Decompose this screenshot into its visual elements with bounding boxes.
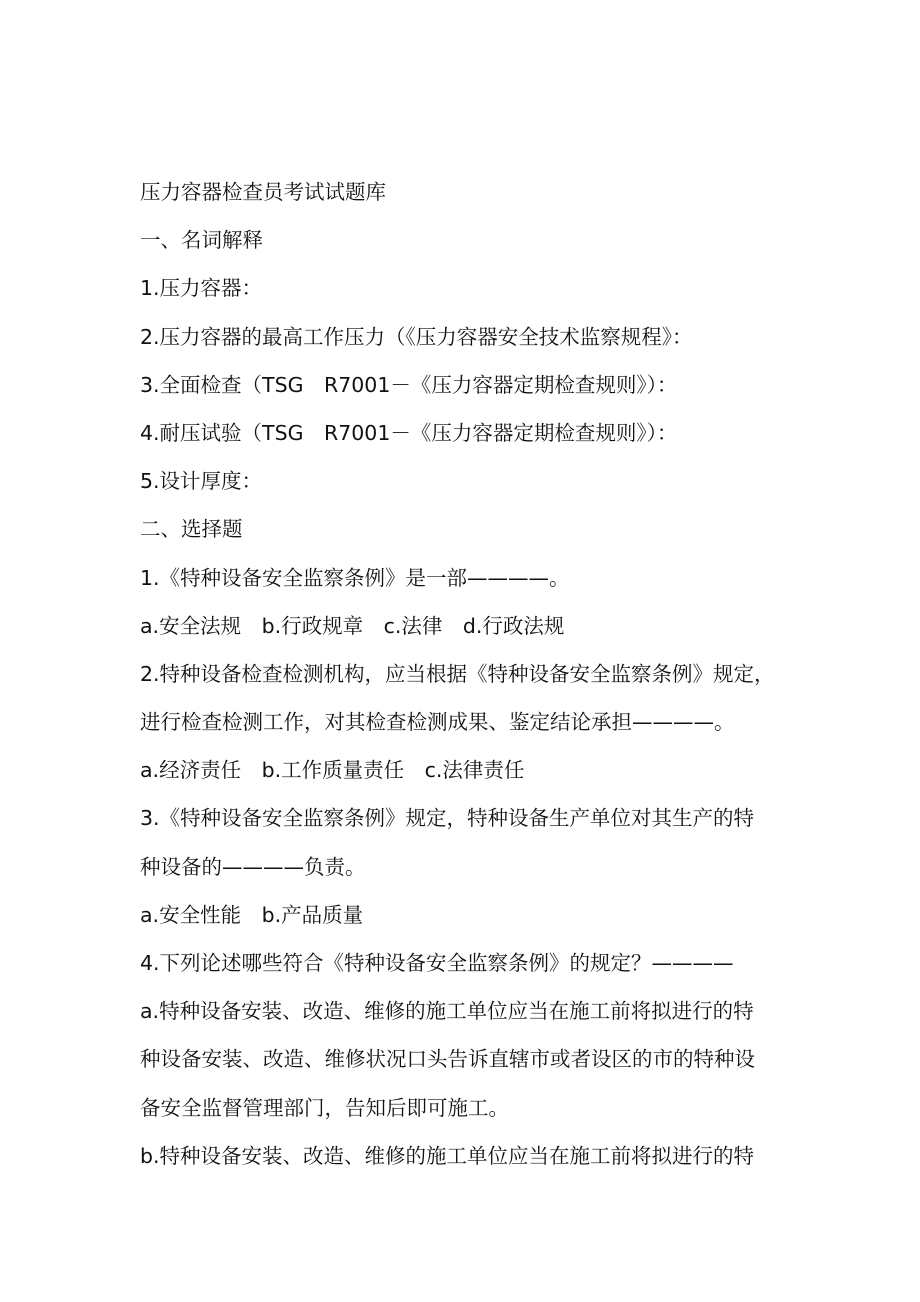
- question-3-options: a.安全性能 b.产品质量: [140, 902, 364, 927]
- document-body: [140, 168, 790, 1180]
- question-4: 4.下列论述哪些符合《特种设备安全监察条例》的规定？————: [140, 951, 734, 975]
- question-2-line-1: 2.特种设备检查检测机构，应当根据《特种设备安全监察条例》规定，: [140, 661, 775, 686]
- question-4-option-a-line-1: a.特种设备安装、改造、维修的施工单位应当在施工前将拟进行的特: [140, 999, 754, 1024]
- question-3-line-2: 种设备的————负责。: [140, 854, 366, 879]
- question-4-option-a-line-2: 种设备安装、改造、维修状况口头告诉直辖市或者设区的市的特种设: [140, 1047, 755, 1072]
- document-title: 压力容器检查员考试试题库: [140, 180, 386, 204]
- question-1: 1.《特种设备安全监察条例》是一部————。: [140, 565, 570, 590]
- section-heading-definitions: 一、名词解释: [140, 228, 263, 253]
- definition-item: 2.压力容器的最高工作压力（《压力容器安全技术监察规程》：: [140, 324, 693, 349]
- section-heading-multiple-choice: 二、选择题: [140, 517, 243, 542]
- question-2-line-2: 进行检查检测工作，对其检查检测成果、鉴定结论承担————。: [140, 710, 735, 735]
- definition-item: 4.耐压试验（TSG R7001－《压力容器定期检查规则》）：: [140, 420, 678, 445]
- question-4-option-b-line-1: b.特种设备安装、改造、维修的施工单位应当在施工前将拟进行的特: [140, 1143, 755, 1168]
- question-4-option-a-line-3: 备安全监督管理部门，告知后即可施工。: [140, 1095, 509, 1120]
- definition-item: 3.全面检查（TSG R7001－《压力容器定期检查规则》）：: [140, 372, 678, 397]
- definition-item: 5.设计厚度：: [140, 469, 263, 494]
- question-1-options: a.安全法规 b.行政规章 c.法律 d.行政法规: [140, 613, 565, 638]
- question-3-line-1: 3.《特种设备安全监察条例》规定，特种设备生产单位对其生产的特: [140, 806, 755, 831]
- definition-item: 1.压力容器：: [140, 276, 263, 301]
- question-2-options: a.经济责任 b.工作质量责任 c.法律责任: [140, 758, 525, 783]
